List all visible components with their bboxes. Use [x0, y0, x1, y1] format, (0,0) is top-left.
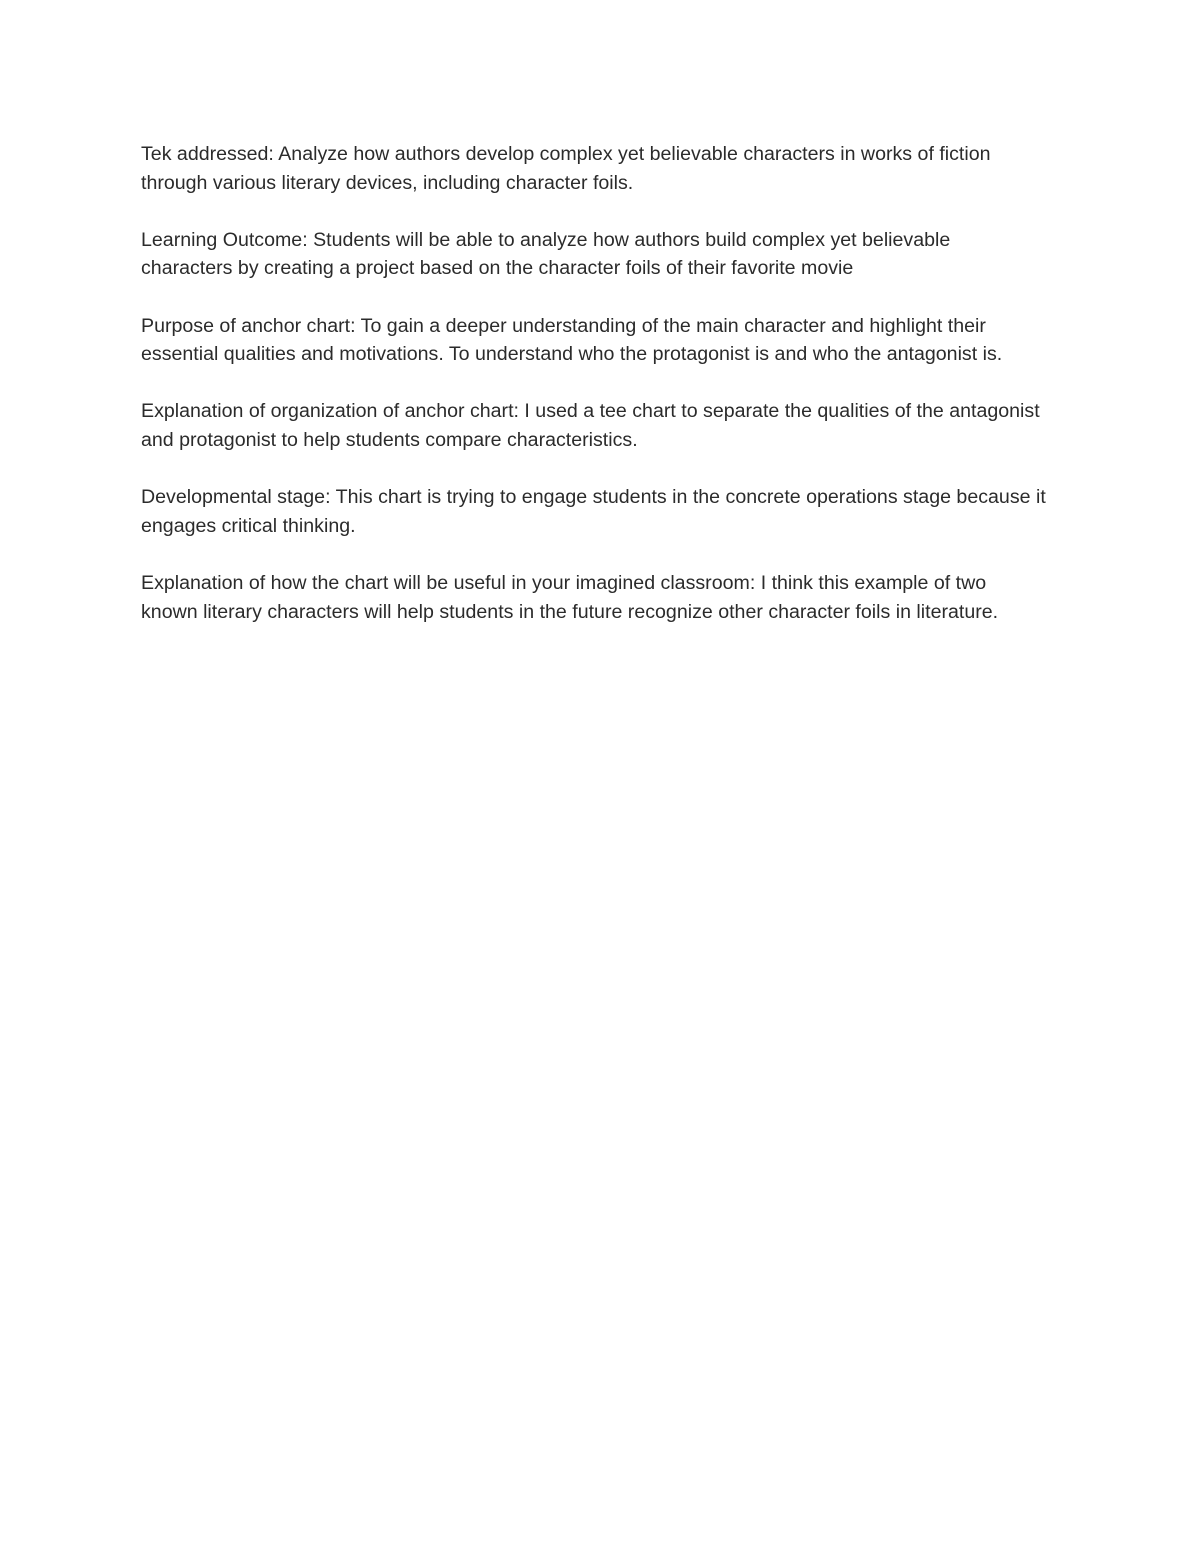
document-body: [141, 140, 1046, 655]
paragraph-learning-outcome: Learning Outcome: Students will be able to analyze how authors build complex yet believable characters by creating a project based on the character foils of their favorite movie: [141, 228, 951, 280]
paragraph-tek-addressed: Tek addressed: Analyze how authors develop complex yet believable characters in works of fiction through various literary devices, including character foils.: [141, 143, 991, 194]
paragraph-developmental-stage: Developmental stage: This chart is trying to engage students in the concrete operations stage because it engages critical thinking.: [141, 486, 1046, 537]
paragraph-purpose: Purpose of anchor chart: To gain a deeper understanding of the main character and highlight their essential qualities and motivations. To understand who the protagonist is and who the antagonist is.: [141, 314, 1003, 366]
paragraph-classroom-usefulness: Explanation of how the chart will be useful in your imagined classroom: I think this example of two known literary characters will help students in the future recognize other character foils in literature.: [141, 571, 999, 623]
paragraph-organization: Explanation of organization of anchor chart: I used a tee chart to separate the qualities of the antagonist and protagonist to help students compare characteristics.: [141, 400, 1040, 451]
